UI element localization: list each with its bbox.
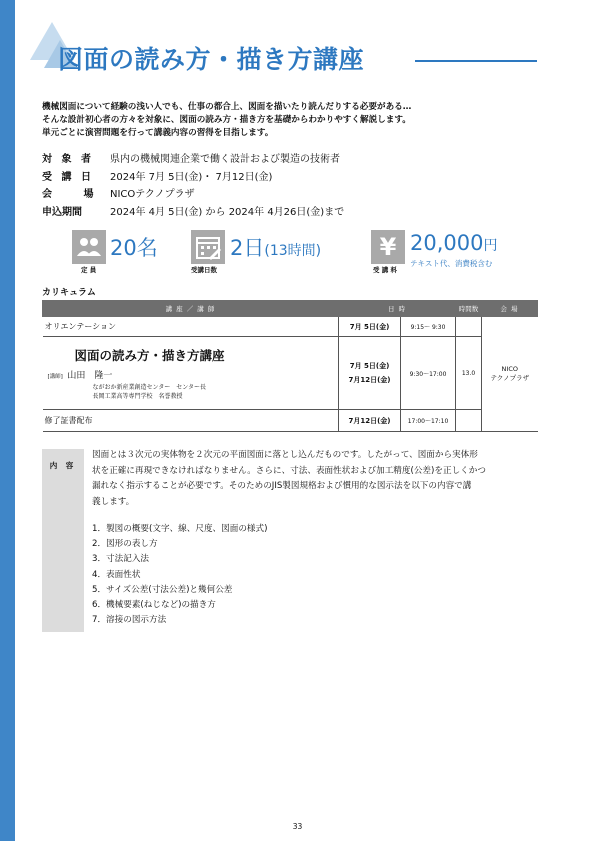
days-hours: (13時間) — [264, 243, 322, 259]
row-time: 17:00～17:10 — [401, 410, 456, 432]
row-course-detail — [43, 337, 339, 410]
days-summary — [230, 232, 321, 262]
info-label: 受 講 日 — [42, 171, 94, 183]
lecturer-tag: [講師] — [47, 373, 63, 380]
yen-symbol: ¥ — [379, 233, 397, 261]
info-value: 県内の機械関連企業で働く設計および製造の技術者 — [110, 154, 340, 165]
venue-cell — [482, 317, 538, 432]
row-hours: 13.0 — [456, 337, 482, 410]
row-hours — [456, 317, 482, 337]
row-date: 7月 5日(金) — [339, 317, 401, 337]
list-item: 3．寸法記入法 — [92, 554, 150, 565]
row-time: 9:15～ 9:30 — [401, 317, 456, 337]
list-item: 7．溶接の図示方法 — [92, 615, 167, 626]
intro-text — [42, 101, 552, 140]
page-number: 33 — [292, 822, 303, 831]
list-item: 2．図形の表し方 — [92, 539, 158, 550]
content-line: 図面とは３次元の実体物を２次元の平面図面に落とし込んだものです。したがって、図面から実体形 — [92, 450, 478, 460]
header-course: 講 座 ／ 講 師 — [43, 301, 339, 317]
header-datetime: 日 時 — [339, 301, 456, 317]
info-target — [42, 151, 344, 169]
content-line: 状を正確に再現できなければなりません。さらに、寸法、表面性状および加工精度(公差)を正しくかつ — [92, 465, 486, 476]
capacity-label: 定 員 — [81, 266, 97, 274]
row-course: 修了証書配布 — [43, 410, 339, 432]
venue-line: NICO — [501, 365, 518, 373]
calendar-icon — [191, 230, 225, 264]
info-value: 2024年 4月 5日(金) から 2024年 4月26日(金)まで — [110, 206, 345, 218]
list-item: 1．製図の概要(文字、線、尺度、図面の様式) — [92, 524, 268, 534]
people-icon — [72, 230, 106, 264]
info-value: 2024年 7月 5日(金)・ 7月12日(金) — [110, 171, 273, 183]
list-item: 4．表面性状 — [92, 569, 141, 580]
course-title: 図面の読み方・描き方講座 — [74, 347, 225, 363]
row-hours — [456, 410, 482, 432]
lecturer-aff1: ながおか新産業創造センター センター長 — [92, 383, 207, 391]
table-header — [43, 301, 538, 317]
fee-label: 受 講 料 — [373, 266, 398, 274]
lecturer-name: 山田 隆一 — [67, 370, 113, 381]
fee-amount — [410, 231, 497, 255]
info-venue — [42, 186, 344, 204]
row-time: 9:30～17:00 — [401, 337, 456, 410]
fee-note: テキスト代、消費税含む — [410, 259, 493, 268]
content-line: 義します。 — [92, 496, 135, 507]
days-value: 2日 — [230, 236, 265, 260]
info-date — [42, 169, 344, 187]
fee-unit: 円 — [483, 238, 498, 254]
capacity-value: 20名 — [110, 236, 158, 260]
info-label: 申込期間 — [42, 206, 82, 218]
content-line: 漏れなく指示することが必要です。そのためのJIS製図規格および慣用的な図示法を以下の内容で講 — [92, 481, 472, 491]
venue-line: テクノプラザ — [490, 374, 530, 382]
row-date: 7月12日(金) — [348, 376, 391, 384]
list-item: 6．機械要素(ねじなど)の描き方 — [92, 600, 216, 611]
info-value: NICOテクノプラザ — [110, 189, 195, 200]
days-label: 受講日数 — [191, 266, 217, 274]
curriculum-table — [42, 300, 538, 432]
table-row — [43, 317, 538, 337]
info-label: 会 場 — [42, 189, 108, 200]
row-date: 7月12日(金) — [339, 410, 401, 432]
info-period — [42, 204, 344, 222]
row-course: オリエンテーション — [43, 317, 339, 337]
curriculum-heading: カリキュラム — [42, 288, 96, 298]
intro-line: そんな設計初心者の方々を対象に、図面の読み方・描き方を基礎からわかりやすく解説します。 — [42, 115, 411, 125]
yen-icon — [371, 230, 405, 264]
row-date: 7月 5日(金) — [349, 362, 390, 370]
course-info — [42, 151, 344, 221]
intro-line: 機械図面について経験の浅い人でも、仕事の都合上、図面を描いたり読んだりする必要がある… — [42, 102, 412, 112]
header-hours: 時間数 — [456, 301, 482, 317]
title-underline — [415, 60, 537, 62]
row-dates — [339, 337, 401, 410]
lecturer — [48, 368, 337, 381]
table-row — [43, 337, 538, 410]
content-text — [92, 448, 547, 510]
intro-line: 単元ごとに演習問題を行って講義内容の習得を目指します。 — [42, 128, 274, 138]
list-item: 5．サイズ公差(寸法公差)と幾何公差 — [92, 584, 233, 595]
content-list — [92, 522, 267, 628]
side-accent-bar — [0, 0, 15, 841]
info-label: 対 象 者 — [42, 154, 94, 165]
header-venue: 会 場 — [482, 301, 538, 317]
page-title: 図面の読み方・描き方講座 — [58, 45, 365, 74]
fee-value: 20,000 — [410, 231, 484, 255]
content-label: 内 容 — [49, 461, 77, 470]
table-row — [43, 410, 538, 432]
content-label-box — [42, 449, 84, 632]
lecturer-aff2: 長岡工業高等専門学校 名誉教授 — [92, 392, 183, 400]
